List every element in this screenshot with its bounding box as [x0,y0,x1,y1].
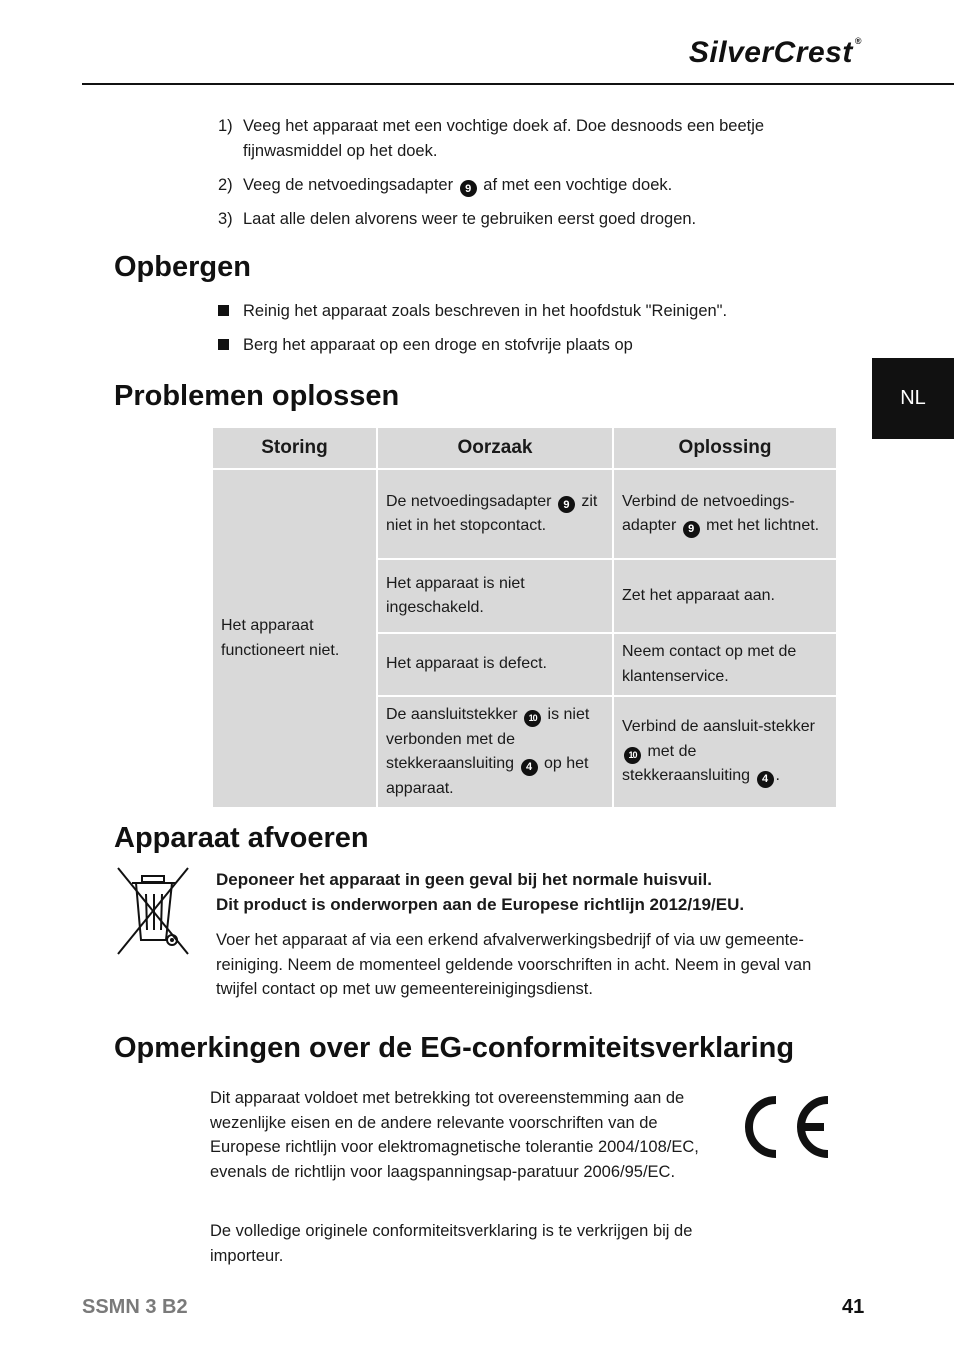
step-text: Laat alle delen alvorens weer te gebruiken eerst goed drogen. [243,209,697,228]
conformity-text: Dit apparaat voldoet met betrekking tot overeenstemming aan de wezenlijke eisen en de andere relevante voorschriften van de Europese richtlijn voor elektromagnetische tolerantie 2004/108/EC, evenals de richtlijn voor laagspanningsap-paratuur 2006/95/EC. [210,1089,699,1181]
list-item [218,299,818,323]
step-number: 2) [218,175,233,194]
step-text: Veeg het apparaat met een vochtige doek af. Doe desnoods een beetje fijnwasmiddel op het doek. [243,117,765,160]
bullet-square-icon [218,305,229,316]
column-header-fault: Storing [212,427,377,469]
section-title-storage: Opbergen [114,251,251,283]
disposal-text: Voer het apparaat af via een erkend afvalverwerkingsbedrijf of via uw gemeente-reiniging. Neem de momenteel geldende voorschriften in acht. Neem in geval van twijfel contact op met uw gemeentereinigingsdienst. [216,931,812,998]
registered-mark: ® [854,36,862,46]
cleaning-steps-list [218,114,818,241]
step-number: 1) [218,117,233,135]
section-title-conformity: Opmerkingen over de EG-conformiteitsverklaring [114,1032,795,1064]
troubleshooting-table [211,426,838,809]
fault-text: Het apparaat functioneert niet. [221,617,340,659]
brand-name: SilverCrest [688,36,853,69]
brand-logo [689,36,862,70]
disposal-warning [216,868,856,917]
fault-cell [212,469,377,808]
weee-crossed-bin-icon [114,866,192,956]
list-item [218,173,818,198]
solution-text: met het lichtnet. [706,517,820,534]
solution-text: . [775,767,780,785]
solution-text: Verbind de netvoedings-adapter [622,492,795,534]
step-number: 3) [218,209,233,228]
storage-list [218,299,818,367]
cause-cell [377,559,613,633]
table-header-row [212,427,837,469]
bullet-text: Reinig het apparaat zoals beschreven in het hoofdstuk "Reinigen". [243,302,728,320]
language-tab [872,358,954,439]
solution-cell [613,469,837,559]
cause-text: is niet verbonden met de stekkeraansluiting [386,706,590,772]
list-item [218,114,818,163]
ref-number-badge: 9 [558,496,575,513]
list-item [218,333,818,357]
solution-text: Zet het apparaat aan. [622,586,775,604]
cause-text: zit niet in het stopcontact. [386,492,598,534]
ref-number-badge: 9 [683,521,700,538]
cause-text: De aansluitstekker [386,706,518,723]
bullet-square-icon [218,339,229,350]
step-text: af met een vochtige doek. [483,175,673,194]
solution-cell [613,696,837,808]
section-title-troubleshooting: Problemen oplossen [114,380,400,412]
page-number: 41 [842,1296,865,1318]
step-text: Veeg de netvoedingsadapter [243,175,454,194]
header-rule [82,83,954,85]
ref-number-badge: 10 [624,747,641,764]
column-header-solution: Oplossing [613,427,837,469]
solution-cell [613,559,837,633]
solution-text: Neem contact op met de klantenservice. [622,643,797,685]
cause-cell [377,696,613,808]
disposal-warning-line: Dit product is onderworpen aan de Europese richtlijn 2012/19/EU. [216,894,745,914]
ref-number-badge: 4 [521,759,538,776]
cause-text: De netvoedingsadapter [386,492,552,510]
solution-text: Verbind de aansluit-stekker [622,718,815,736]
bullet-text: Berg het apparaat op een droge en stofvrije plaats op [243,336,633,354]
table-row [212,469,837,559]
solution-text: met de stekkeraansluiting [622,742,751,785]
list-item [218,207,818,232]
cause-text: Het apparaat is niet ingeschakeld. [386,574,525,616]
cause-text: op het apparaat. [386,755,589,797]
ref-number-badge: 9 [460,180,477,197]
language-tab-label: NL [900,387,926,409]
footer-model-number: SSMN 3 B2 [82,1296,188,1318]
cause-cell [377,633,613,696]
disposal-warning-line: Deponeer het apparaat in geen geval bij het normale huisvuil. [216,870,712,889]
conformity-importer-text: De volledige originele conformiteitsverklaring is te verkrijgen bij de importeur. [210,1222,693,1265]
ref-number-badge: 10 [524,710,541,727]
cause-cell [377,469,613,559]
cause-text: Het apparaat is defect. [386,655,547,673]
solution-cell [613,633,837,696]
column-header-cause: Oorzaak [377,427,613,469]
ref-number-badge: 4 [757,771,774,788]
section-title-disposal: Apparaat afvoeren [114,822,369,854]
ce-mark-icon [734,1094,832,1160]
